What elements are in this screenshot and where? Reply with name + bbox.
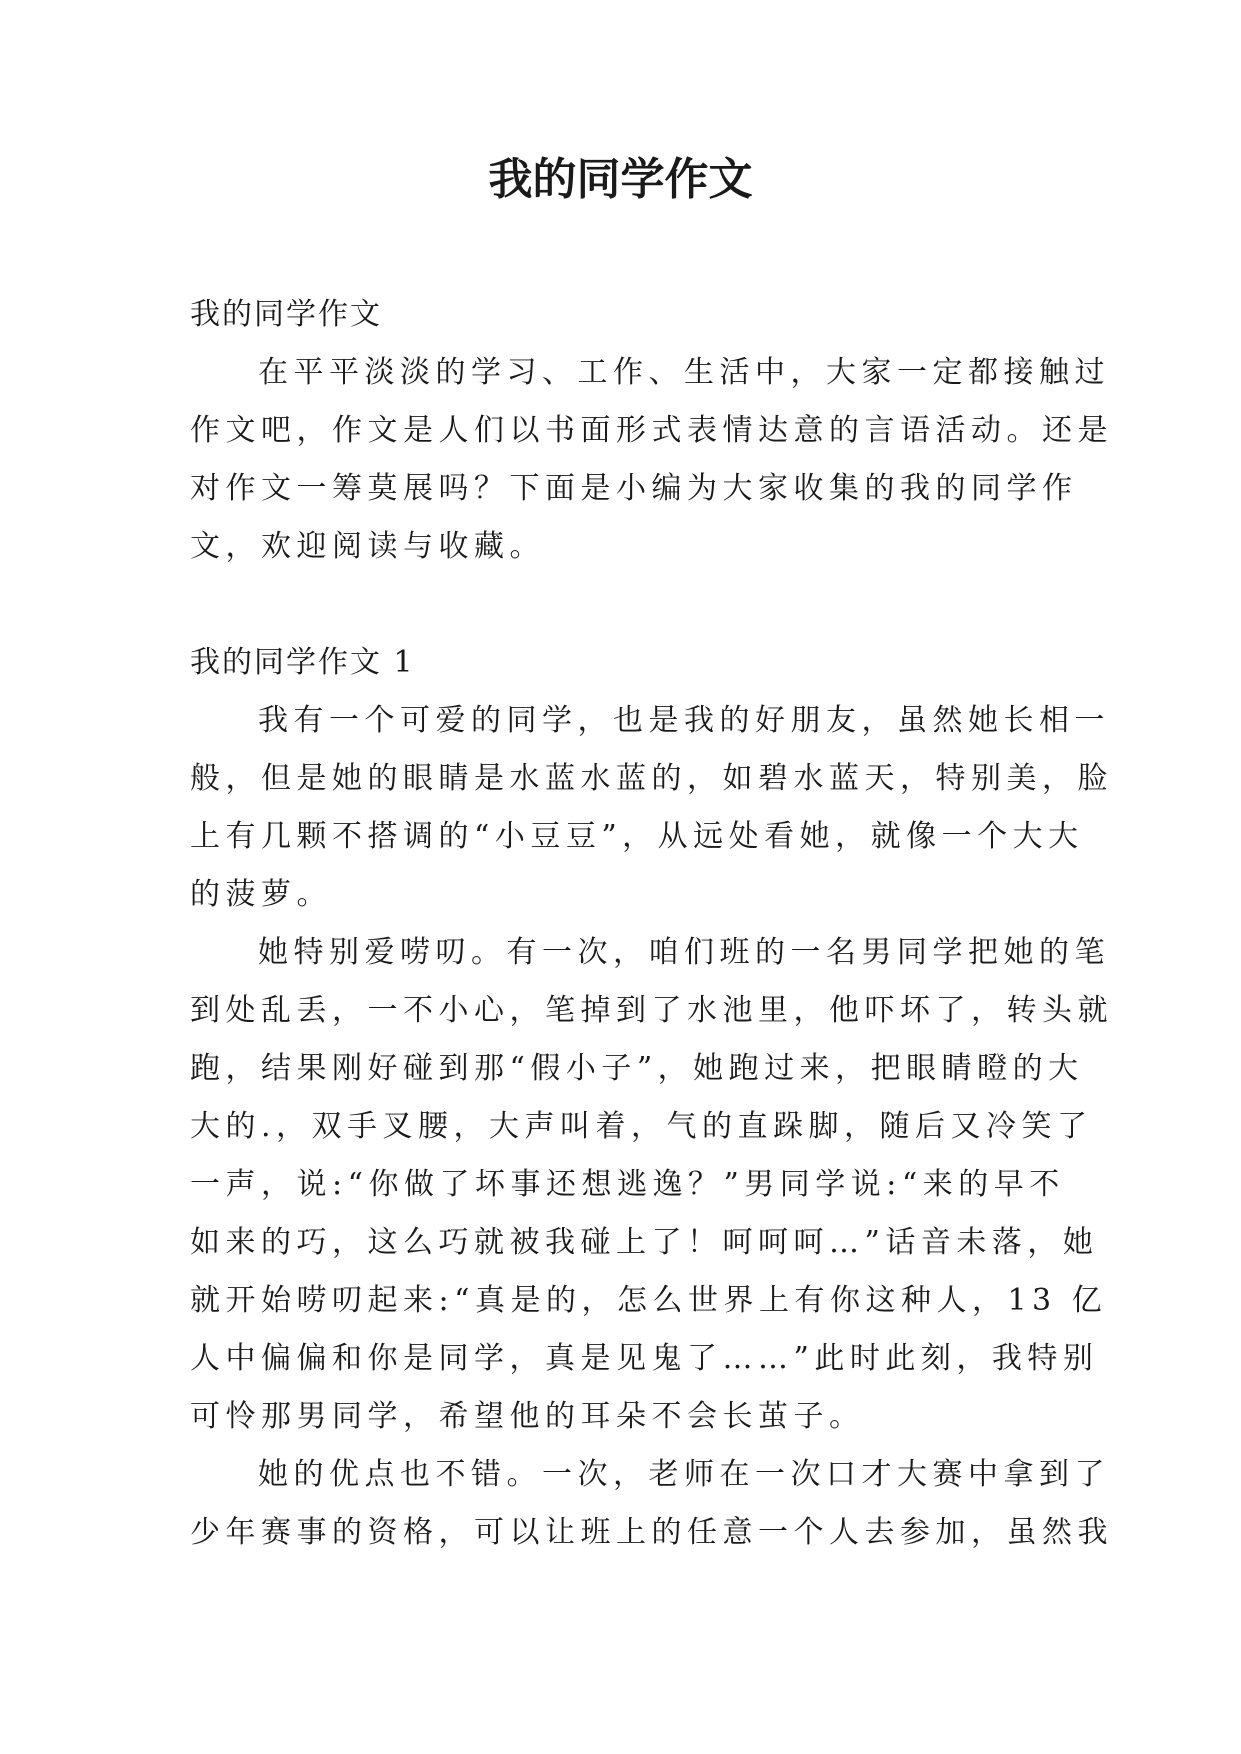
paragraph-line: 如来的巧，这么巧就被我碰上了！呵呵呵…”话音未落，她 bbox=[190, 1225, 1099, 1260]
section-heading-intro: 我的同学作文 bbox=[190, 297, 382, 332]
section-heading-1: 我的同学作文 1 bbox=[190, 645, 415, 680]
paragraph-line: 作文吧，作文是人们以书面形式表情达意的言语活动。还是 bbox=[190, 413, 1113, 448]
paragraph-line: 少年赛事的资格，可以让班上的任意一个人去参加，虽然我 bbox=[190, 1515, 1113, 1550]
paragraph-line: 般，但是她的眼睛是水蓝水蓝的，如碧水蓝天，特别美，脸 bbox=[190, 761, 1113, 796]
paragraph-line: 可怜那男同学，希望他的耳朵不会长茧子。 bbox=[190, 1399, 865, 1434]
paragraph-line: 就开始唠叨起来:“真是的，怎么世界上有你这种人，13 亿 bbox=[190, 1283, 1108, 1318]
paragraph-line: 人中偏偏和你是同学，真是见鬼了……”此时此刻，我特别 bbox=[190, 1341, 1099, 1376]
paragraph-line: 的菠萝。 bbox=[190, 877, 332, 912]
paragraph-line: 大的.，双手叉腰，大声叫着，气的直跺脚，随后又冷笑了 bbox=[190, 1109, 1093, 1144]
paragraph-gap bbox=[190, 576, 1060, 634]
paragraph-line: 文，欢迎阅读与收藏。 bbox=[190, 529, 545, 564]
paragraph-line: 上有几颗不搭调的“小豆豆”，从远处看她，就像一个大大 bbox=[190, 819, 1084, 854]
paragraph-line: 一声，说:“你做了坏事还想逃逸？”男同学说:“来的早不 bbox=[190, 1167, 1065, 1202]
document-body bbox=[190, 286, 1113, 1562]
document-title: 我的同学作文 bbox=[488, 154, 753, 205]
paragraph-line: 在平平淡淡的学习、工作、生活中，大家一定都接触过 bbox=[258, 355, 1110, 390]
paragraph-line: 她特别爱唠叨。有一次，咱们班的一名男同学把她的笔 bbox=[258, 935, 1110, 970]
paragraph-line: 到处乱丢，一不小心，笔掉到了水池里，他吓坏了，转头就 bbox=[190, 993, 1113, 1028]
paragraph-line: 她的优点也不错。一次，老师在一次口才大赛中拿到了 bbox=[258, 1457, 1110, 1492]
paragraph-line: 对作文一筹莫展吗？下面是小编为大家收集的我的同学作 bbox=[190, 471, 1078, 506]
paragraph-line: 我有一个可爱的同学，也是我的好朋友，虽然她长相一 bbox=[258, 703, 1110, 738]
paragraph-line: 跑，结果刚好碰到那“假小子”，她跑过来，把眼睛瞪的大 bbox=[190, 1051, 1084, 1086]
